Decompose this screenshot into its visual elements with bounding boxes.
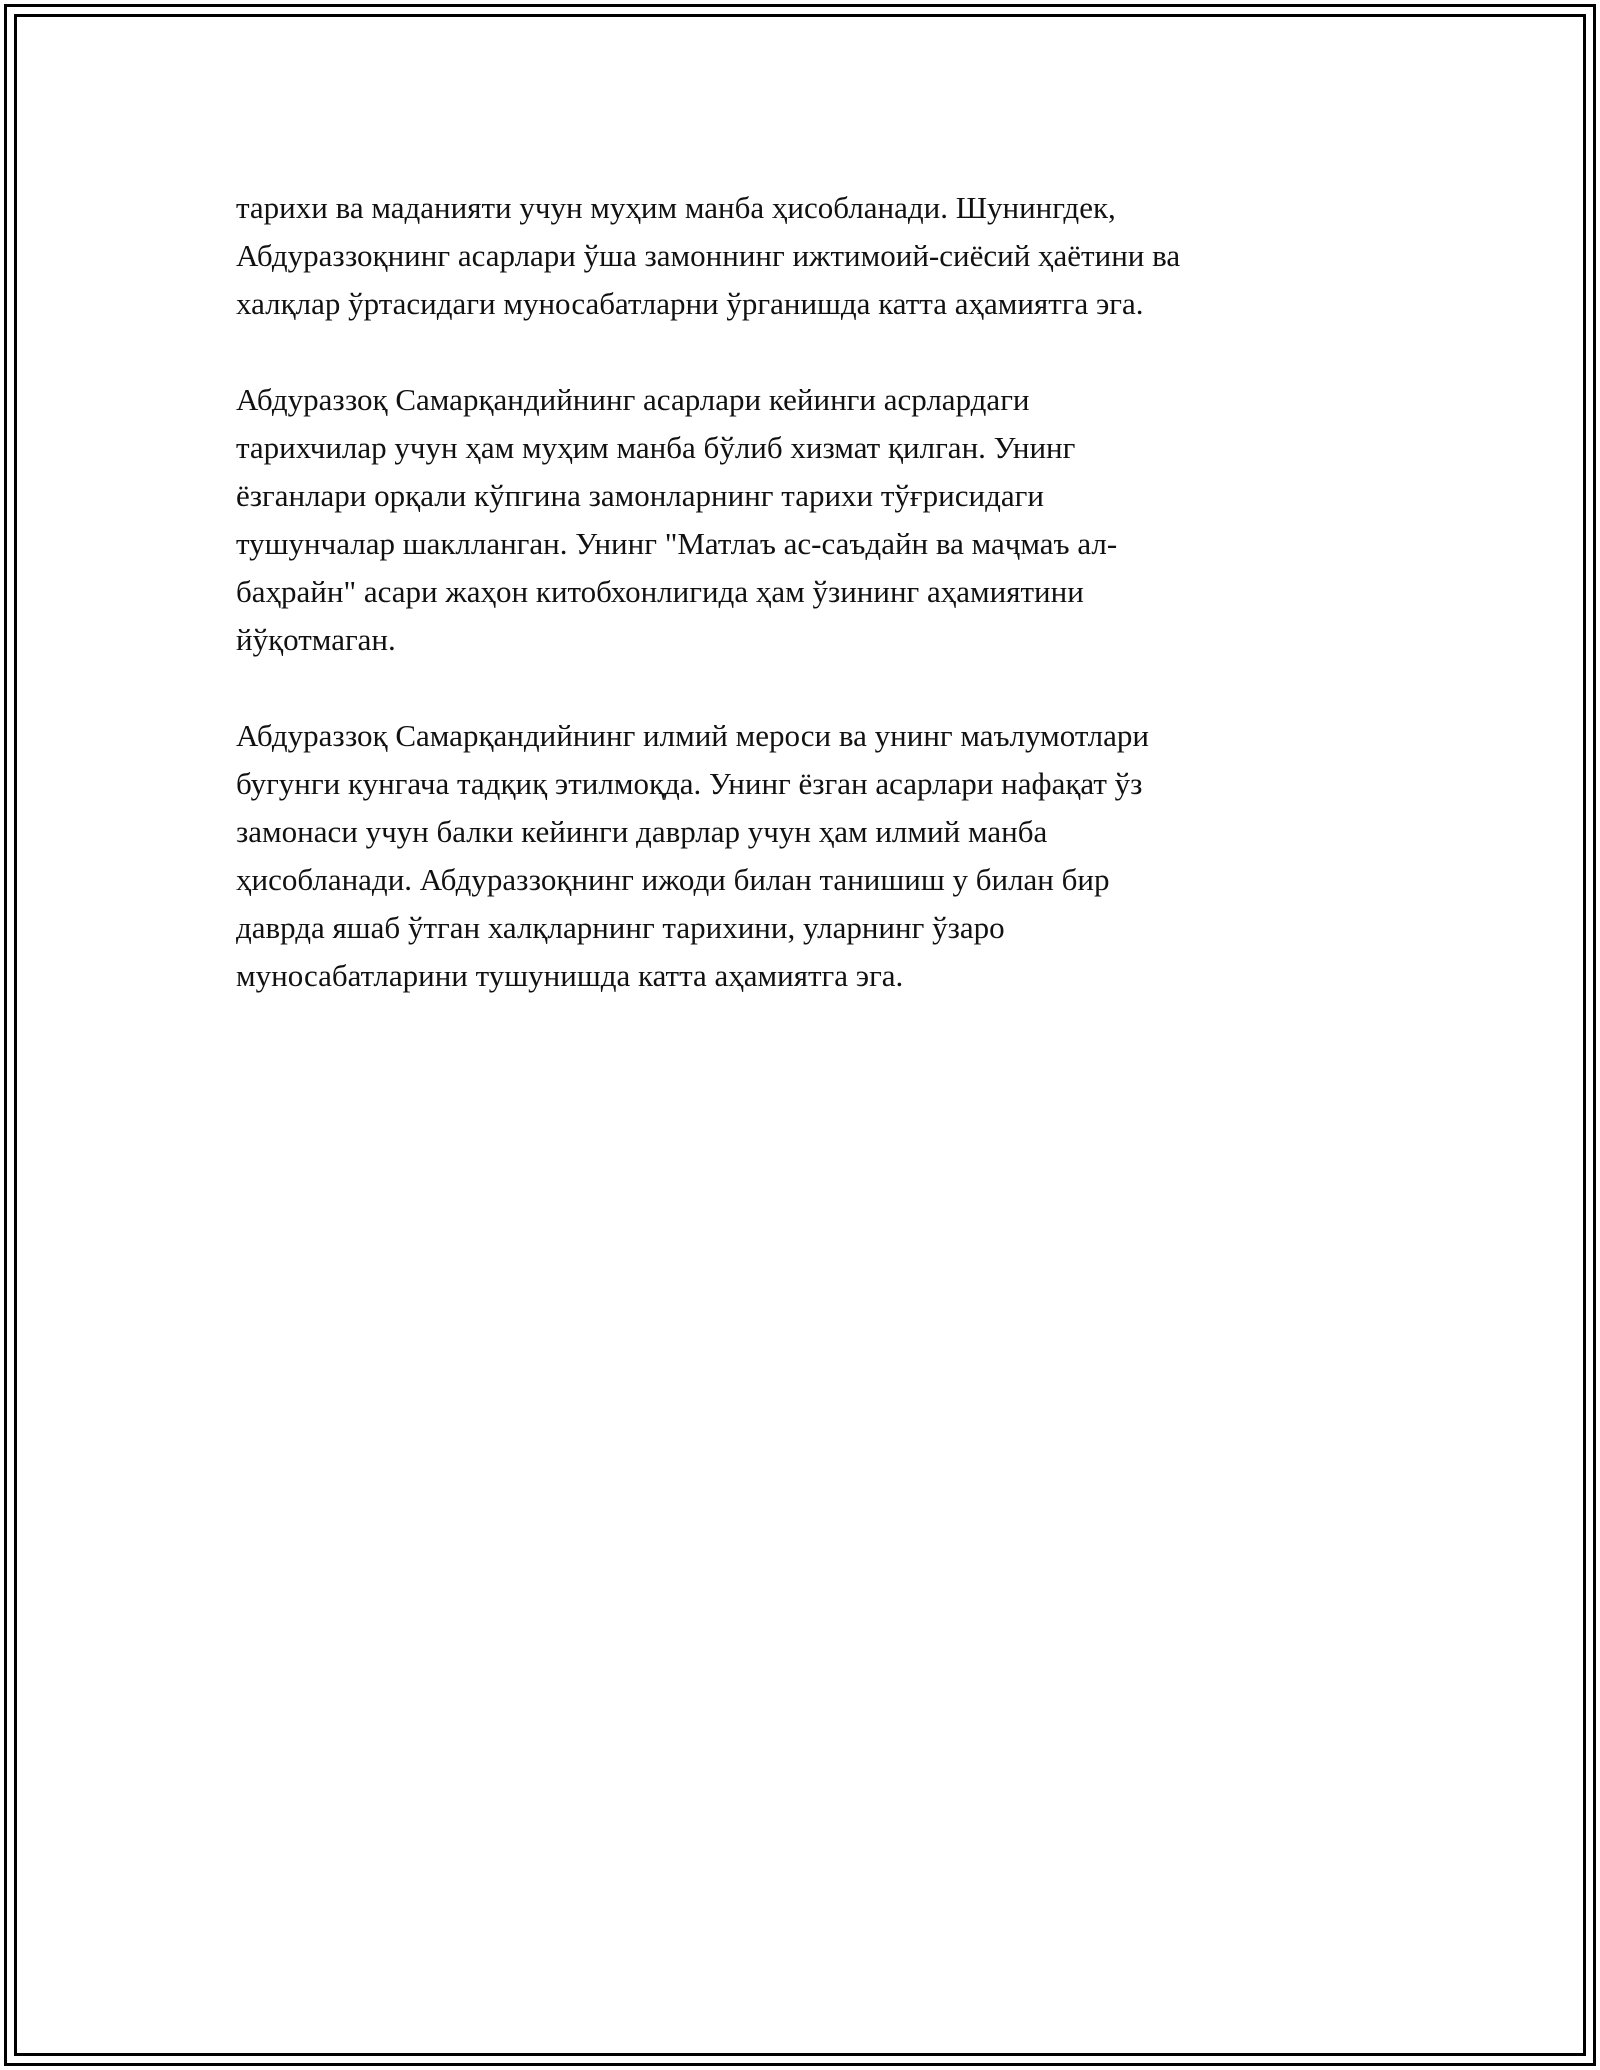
text-line: Абдураззоқнинг асарлари ўша замоннинг ижтимоий-сиёсий ҳаётини ва — [236, 238, 1181, 273]
text-line: ёзганлари орқали кўпгина замонларнинг тарихи тўғрисидаги — [236, 478, 1044, 513]
paragraph-2 — [236, 376, 1356, 664]
text-line: ҳисобланади. Абдураззоқнинг ижоди билан танишиш у билан бир — [236, 862, 1110, 897]
text-line: тарихчилар учун ҳам муҳим манба бўлиб хизмат қилган. Унинг — [236, 430, 1076, 465]
text-line: халқлар ўртасидаги муносабатларни ўрганишда катта аҳамиятга эга. — [236, 286, 1144, 321]
text-line: бугунги кунгача тадқиқ этилмоқда. Унинг ёзган асарлари нафақат ўз — [236, 766, 1143, 801]
paragraph-3 — [236, 712, 1356, 1000]
text-line: тарихи ва маданияти учун муҳим манба ҳисобланади. Шунингдек, — [236, 190, 1116, 225]
document-body — [236, 184, 1356, 1048]
text-line: тушунчалар шаклланган. Унинг "Матлаъ ас-саъдайн ва маҷмаъ ал- — [236, 526, 1118, 561]
text-line: баҳрайн" асари жаҳон китобхонлигида ҳам ўзининг аҳамиятини — [236, 574, 1084, 609]
paragraph-1 — [236, 184, 1356, 328]
text-line: Абдураззоқ Самарқандийнинг асарлари кейинги асрлардаги — [236, 382, 1030, 417]
text-line: даврда яшаб ўтган халқларнинг тарихини, уларнинг ўзаро — [236, 910, 1005, 945]
text-line: Абдураззоқ Самарқандийнинг илмий мероси ва унинг маълумотлари — [236, 718, 1149, 753]
text-line: замонаси учун балки кейинги даврлар учун ҳам илмий манба — [236, 814, 1048, 849]
text-line: муносабатларини тушунишда катта аҳамиятга эга. — [236, 958, 904, 993]
text-line: йўқотмаган. — [236, 622, 396, 657]
